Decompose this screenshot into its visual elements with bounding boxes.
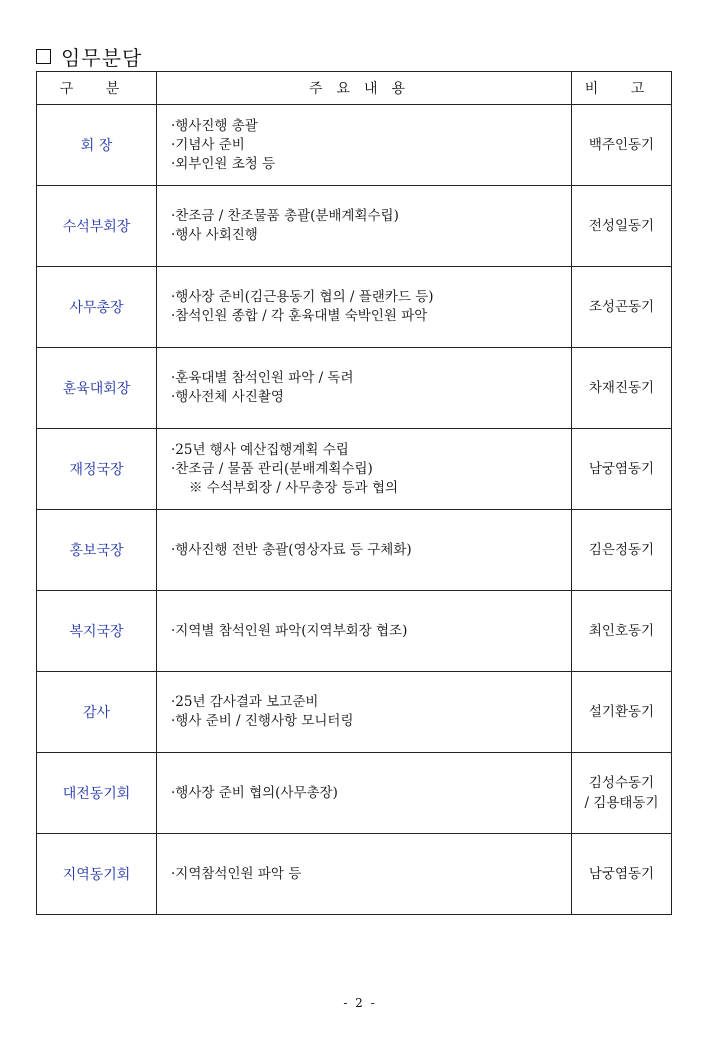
remark-name: 남궁염동기: [588, 461, 655, 477]
remark-name: 김성수동기: [588, 775, 655, 791]
content-cell: [157, 105, 572, 186]
table-row: [37, 753, 672, 834]
content-item: ·25년 감사결과 보고준비: [171, 694, 319, 710]
duty-assignment-table: [36, 71, 672, 915]
role-cell: 복지국장: [37, 591, 157, 672]
section-title-text: 임무분담: [61, 45, 143, 70]
content-cell: [157, 186, 572, 267]
remark-name: 백주인동기: [588, 137, 655, 153]
content-cell: [157, 267, 572, 348]
header-content: 주요내용: [157, 72, 572, 105]
role-cell: 홍보국장: [37, 510, 157, 591]
table-body: [37, 105, 672, 915]
section-title: [36, 42, 142, 70]
content-cell: [157, 510, 572, 591]
page-number: - 2 -: [343, 996, 377, 1010]
remark-name: 최인호동기: [588, 623, 655, 639]
role-cell: 재정국장: [37, 429, 157, 510]
remark-cell: [572, 348, 672, 429]
content-item: ·훈육대별 참석인원 파악 / 독려: [171, 370, 354, 386]
table-row: [37, 591, 672, 672]
content-cell: [157, 348, 572, 429]
content-cell: [157, 753, 572, 834]
content-note: ※ 수석부회장 / 사무총장 등과 협의: [189, 479, 399, 496]
header-role: 구 분: [37, 72, 157, 105]
role-cell: 사무총장: [37, 267, 157, 348]
remark-cell: [572, 510, 672, 591]
content-item: ·참석인원 종합 / 각 훈육대별 숙박인원 파악: [171, 308, 428, 324]
remark-cell: [572, 834, 672, 915]
content-item: ·행사진행 전반 총괄(영상자료 등 구체화): [171, 541, 412, 558]
remark-cell: [572, 105, 672, 186]
content-cell: [157, 429, 572, 510]
table-row: [37, 672, 672, 753]
content-item: ·지역별 참석인원 파악(지역부회장 협조): [171, 622, 408, 639]
content-item: ·외부인원 초청 등: [171, 155, 276, 172]
content-item: ·찬조금 / 물품 관리(분배계획수립): [171, 460, 373, 477]
role-cell: 대전동기회: [37, 753, 157, 834]
content-cell: [157, 672, 572, 753]
table-row: [37, 348, 672, 429]
table-row: [37, 510, 672, 591]
content-item: ·25년 행사 예산집행계획 수립: [171, 441, 349, 458]
table-row: [37, 429, 672, 510]
table-row: [37, 186, 672, 267]
content-item: ·행사진행 총괄: [171, 117, 258, 134]
table-row: [37, 834, 672, 915]
header-remark: 비 고: [572, 72, 672, 105]
role-cell: 감사: [37, 672, 157, 753]
remark-name: / 김용태동기: [584, 795, 659, 811]
remark-name: 전성일동기: [588, 218, 655, 234]
remark-name: 설기환동기: [588, 704, 655, 720]
content-item: ·기념사 준비: [171, 136, 245, 153]
remark-cell: [572, 672, 672, 753]
content-item: ·행사 준비 / 진행사항 모니터링: [171, 713, 354, 729]
remark-name: 남궁염동기: [588, 866, 655, 882]
remark-cell: [572, 186, 672, 267]
checkbox-square-icon: [36, 49, 51, 64]
content-item: ·행사장 준비(김근용동기 협의 / 플랜카드 등): [171, 289, 434, 305]
role-cell: 회 장: [37, 105, 157, 186]
role-cell: 지역동기회: [37, 834, 157, 915]
content-item: ·행사장 준비 협의(사무총장): [171, 784, 338, 801]
remark-cell: [572, 267, 672, 348]
content-cell: [157, 591, 572, 672]
table-row: [37, 105, 672, 186]
role-cell: 훈육대회장: [37, 348, 157, 429]
remark-name: 조성곤동기: [588, 299, 655, 315]
table-row: [37, 267, 672, 348]
remark-cell: [572, 591, 672, 672]
content-item: ·찬조금 / 찬조물품 총괄(분배계획수립): [171, 208, 399, 224]
role-cell: 수석부회장: [37, 186, 157, 267]
content-item: ·행사 사회진행: [171, 227, 258, 243]
content-item: ·지역참석인원 파악 등: [171, 865, 302, 882]
content-item: ·행사전체 사진촬영: [171, 389, 284, 405]
table-header-row: [37, 72, 672, 105]
remark-name: 차재진동기: [588, 380, 655, 396]
remark-cell: [572, 753, 672, 834]
content-cell: [157, 834, 572, 915]
remark-cell: [572, 429, 672, 510]
remark-name: 김은정동기: [588, 542, 655, 558]
